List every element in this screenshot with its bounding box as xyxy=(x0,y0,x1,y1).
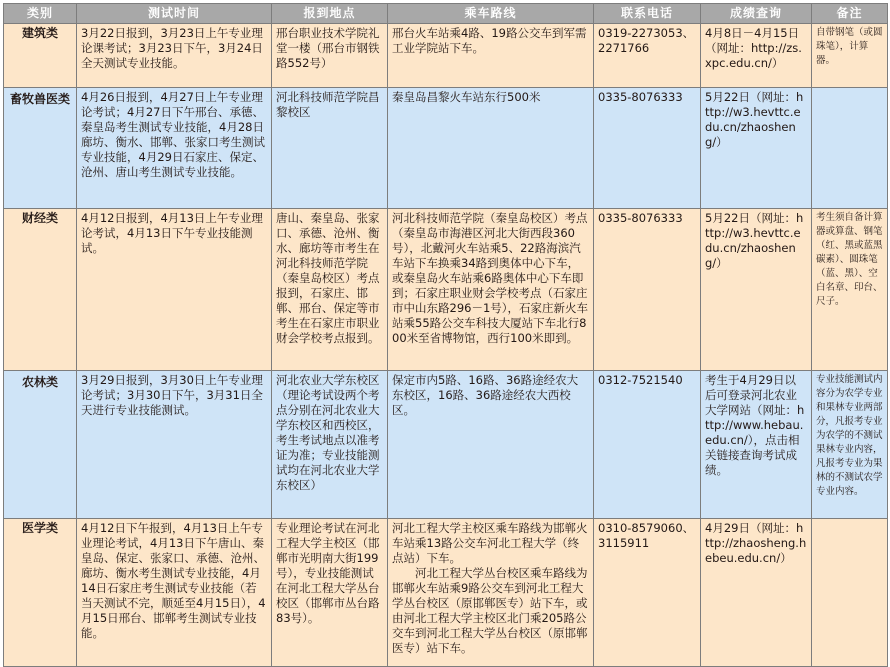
time-cell: 3月22日报到，3月23日上午专业理论课考试；3月23日下午，3月24日全天测试专业技能。 xyxy=(77,24,272,88)
route-congtai-campus: 河北工程大学丛台校区乘车路线为邯郸火车站乘9路公交车到河北工程大学丛台校区（原邯郸医专）站下车，或由河北工程大学主校区北门乘205路公交车到河北工程大学丛台校区（原邯郸医专）站下车。 xyxy=(392,566,588,655)
time-cell: 3月29日报到，3月30日上午专业理论考试；3月30日下午，3月31日全天进行专业技能测试。 xyxy=(77,371,272,519)
phone-cell: 0312-7521540 xyxy=(594,371,701,519)
table-row xyxy=(4,24,888,88)
category-cell: 医学类 xyxy=(4,519,77,667)
route-cell: 保定市内5路、16路、36路途经农大东校区，16路、36路途经农大西校区。 xyxy=(388,371,594,519)
location-cell: 唐山、秦皇岛、张家口、承德、沧州、衡水、廊坊等市考生在河北科技师范学院（秦皇岛校区）考点报到，石家庄、邯郸、邢台、保定等市考生在石家庄市职业财会学校考点报到。 xyxy=(272,209,388,371)
note-cell: 自带钢笔（或圆珠笔），计算器。 xyxy=(812,24,888,88)
header-category: 类别 xyxy=(4,4,77,24)
phone-cell: 0335-8076333 xyxy=(594,209,701,371)
time-cell: 4月12日下午报到，4月13日上午专业理论考试，4月13日下午唐山、秦皇岛、保定、张家口、承德、沧州、廊坊、衡水考生测试专业技能，4月14日石家庄考生测试专业技能（若当天测试不完，顺延至4月15日），4月15日邢台、邯郸考生测试专业技能。 xyxy=(77,519,272,667)
header-row xyxy=(4,4,888,24)
route-cell: 秦皇岛昌黎火车站东行500米 xyxy=(388,88,594,209)
table-row xyxy=(4,371,888,519)
phone-cell: 0310-8579060、3115911 xyxy=(594,519,701,667)
category-cell: 农林类 xyxy=(4,371,77,519)
location-cell: 河北农业大学东校区（理论考试设两个考点分别在河北农业大学东校区和西校区，考生考试地点以准考证为准；专业技能测试均在河北农业大学东校区） xyxy=(272,371,388,519)
category-cell: 畜牧兽医类 xyxy=(4,88,77,209)
location-cell: 邢台职业技术学院礼堂一楼（邢台市钢铁路552号） xyxy=(272,24,388,88)
time-cell: 4月26日报到，4月27日上午专业理论考试；4月27日下午邢台、承德、秦皇岛考生测试专业技能，4月28日廊坊、衡水、邯郸、张家口考生测试专业技能，4月29日石家庄、保定、沧州、唐山考生测试专业技能。 xyxy=(77,88,272,209)
category-cell: 财经类 xyxy=(4,209,77,371)
header-route: 乘车路线 xyxy=(388,4,594,24)
header-score: 成绩查询 xyxy=(701,4,812,24)
header-time: 测试时间 xyxy=(77,4,272,24)
header-note: 备注 xyxy=(812,4,888,24)
header-phone: 联系电话 xyxy=(594,4,701,24)
header-location: 报到地点 xyxy=(272,4,388,24)
score-cell: 5月22日（网址：http://w3.hevttc.edu.cn/zhaosheng/） xyxy=(701,209,812,371)
score-cell: 4月8日－4月15日（网址：http://zs.xpc.edu.cn/） xyxy=(701,24,812,88)
score-cell: 5月22日（网址：http://w3.hevttc.edu.cn/zhaosheng/） xyxy=(701,88,812,209)
note-cell xyxy=(812,88,888,209)
table-row xyxy=(4,209,888,371)
route-cell xyxy=(388,519,594,667)
note-cell: 专业技能测试内容分为农学专业和果林专业两部分，凡报考专业为农学的不测试果林专业内容，凡报考专业为果林的不测试农学专业内容。 xyxy=(812,371,888,519)
phone-cell: 0319-2273053、2271766 xyxy=(594,24,701,88)
note-cell: 考生须自备计算器或算盘、钢笔（红、黑或蓝黑碳素）、圆珠笔（蓝、黑）、空白名章、印台、尺子。 xyxy=(812,209,888,371)
score-cell: 4月29日（网址：http://zhaosheng.hebeu.edu.cn/） xyxy=(701,519,812,667)
score-cell: 考生于4月29日以后可登录河北农业大学网站（网址：http://www.hebau.edu.cn/），点击相关链接查询考试成绩。 xyxy=(701,371,812,519)
time-cell: 4月12日报到，4月13日上午专业理论考试，4月13日下午专业技能测试。 xyxy=(77,209,272,371)
route-cell: 邢台火车站乘4路、19路公交车到军需工业学院站下车。 xyxy=(388,24,594,88)
phone-cell: 0335-8076333 xyxy=(594,88,701,209)
location-cell: 河北科技师范学院昌黎校区 xyxy=(272,88,388,209)
exam-schedule-table xyxy=(3,3,888,667)
route-cell: 河北科技师范学院（秦皇岛校区）考点（秦皇岛市海港区河北大街西段360号），北戴河火车站乘5、22路海滨汽车站下车换乘34路到奥体中心下车，或秦皇岛火车站乘6路奥体中心下车即到；石家庄职业财会学校考点（石家庄市中山东路296－1号），石家庄新火车站乘55路公交车科技大厦站下车北行800米至省博物馆，西行100米即到。 xyxy=(388,209,594,371)
category-cell: 建筑类 xyxy=(4,24,77,88)
note-cell xyxy=(812,519,888,667)
route-main-campus: 河北工程大学主校区乘车路线为邯郸火车站乘13路公交车河北工程大学（终点站）下车。 xyxy=(392,521,588,565)
location-cell: 专业理论考试在河北工程大学主校区（邯郸市光明南大街199号），专业技能测试在河北工程大学丛台校区（邯郸市丛台路83号）。 xyxy=(272,519,388,667)
table-row xyxy=(4,519,888,667)
table-row xyxy=(4,88,888,209)
